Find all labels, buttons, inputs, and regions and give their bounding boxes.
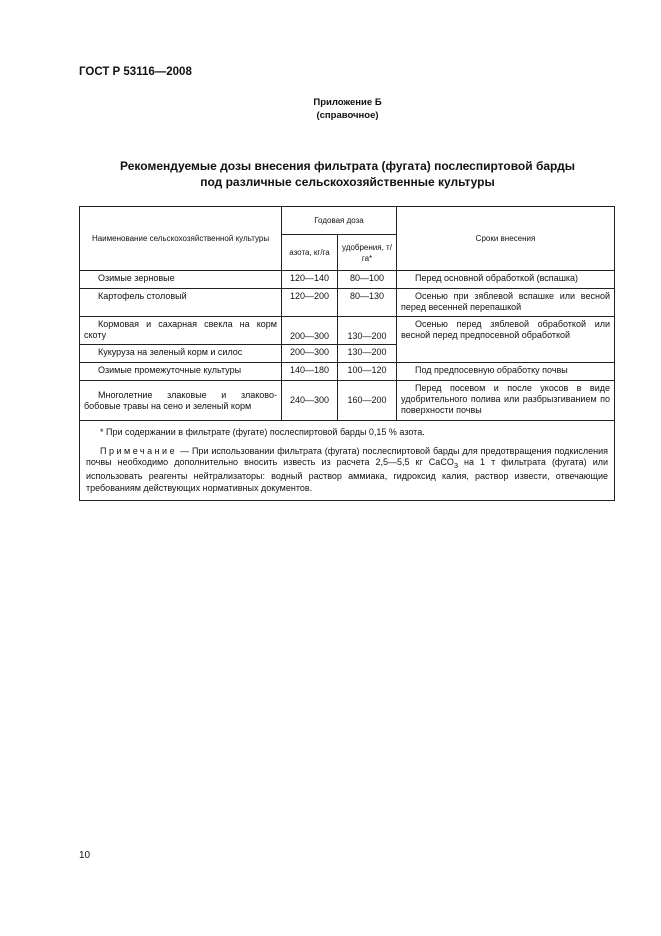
table-notes [80, 421, 615, 501]
table-header-row-1 [80, 207, 615, 235]
cell-nitrogen: 200—300 [282, 317, 338, 345]
header-terms: Сроки внесения [397, 207, 615, 271]
appendix-kind: (справочное) [316, 110, 379, 121]
header-annual-dose: Годовая доза [282, 207, 397, 235]
note-text-end: на 1 т фильтрата (фугата) или использовать реагенты нейтрализаторы: водный раствор аммиака, гидроксид калия, раствор извести, отвечающие требованиям действующих нормативных документов. [86, 457, 609, 493]
cell-nitrogen: 140—180 [282, 363, 338, 381]
cell-fertilizer: 130—200 [338, 345, 397, 363]
cell-culture: Озимые промежуточные культуры [80, 363, 282, 381]
document-title-line-1: Рекомендуемые дозы внесения фильтрата (фугата) послеспиртовой барды [120, 159, 575, 173]
appendix-title: Приложение Б [313, 97, 382, 108]
cell-terms: Под предпосевную обработку почвы [397, 363, 615, 381]
table-row [80, 317, 615, 345]
cell-fertilizer: 100—120 [338, 363, 397, 381]
cell-terms: Осенью при зяблевой вспашке или весной перед весенней перепашкой [397, 289, 615, 317]
header-fertilizer: удобрения, т/га* [338, 235, 397, 271]
cell-culture: Картофель столовый [80, 289, 282, 317]
cell-terms: Перед основной обработкой (вспашка) [397, 271, 615, 289]
cell-culture: Кукуруза на зеленый корм и силос [80, 345, 282, 363]
cell-nitrogen: 240—300 [282, 381, 338, 421]
table-row [80, 381, 615, 421]
note [86, 446, 608, 495]
note-label: Примечание [100, 445, 178, 456]
table-row [80, 289, 615, 317]
table-row [80, 363, 615, 381]
document-title-line-2: под различные сельскохозяйственные культуры [200, 175, 495, 189]
table-row [80, 271, 615, 289]
table-notes-row [80, 421, 615, 501]
header-culture: Наименование сельскохозяйственной культуры [80, 207, 282, 271]
footnote: * При содержании в фильтрате (фугате) послеспиртовой барды 0,15 % азота. [100, 427, 425, 437]
cell-fertilizer: 160—200 [338, 381, 397, 421]
page-number: 10 [79, 850, 91, 861]
cell-culture: Кормовая и сахарная свекла на корм скоту [80, 317, 282, 345]
cell-terms: Перед посевом и после укосов в виде удобрительного полива или разбрызгиванием по поверхности почвы [397, 381, 615, 421]
cell-terms: Осенью перед зяблевой обработкой или весной перед предпосевной обработкой [397, 317, 615, 363]
cell-fertilizer: 80—100 [338, 271, 397, 289]
cell-culture: Многолетние злаковые и злаково-бобовые травы на сено и зеленый корм [80, 381, 282, 421]
cell-nitrogen: 120—140 [282, 271, 338, 289]
cell-nitrogen: 200—300 [282, 345, 338, 363]
doses-table [79, 206, 615, 501]
cell-fertilizer: 130—200 [338, 317, 397, 345]
note-text: — При использовании фильтрата (фугата) послеспиртовой барды для предотвращения подкисления почвы необходимо дополнительно вносить известь из расчета 2,5—5,5 кг CaCO [86, 445, 608, 467]
cell-nitrogen: 120—200 [282, 289, 338, 317]
cell-culture: Озимые зерновые [80, 271, 282, 289]
standard-code: ГОСТ Р 53116—2008 [79, 66, 192, 78]
note-formula-subscript: 3 [453, 460, 458, 470]
document-title [0, 158, 661, 190]
cell-fertilizer: 80—130 [338, 289, 397, 317]
header-nitrogen: азота, кг/га [282, 235, 338, 271]
appendix-heading [0, 96, 661, 122]
